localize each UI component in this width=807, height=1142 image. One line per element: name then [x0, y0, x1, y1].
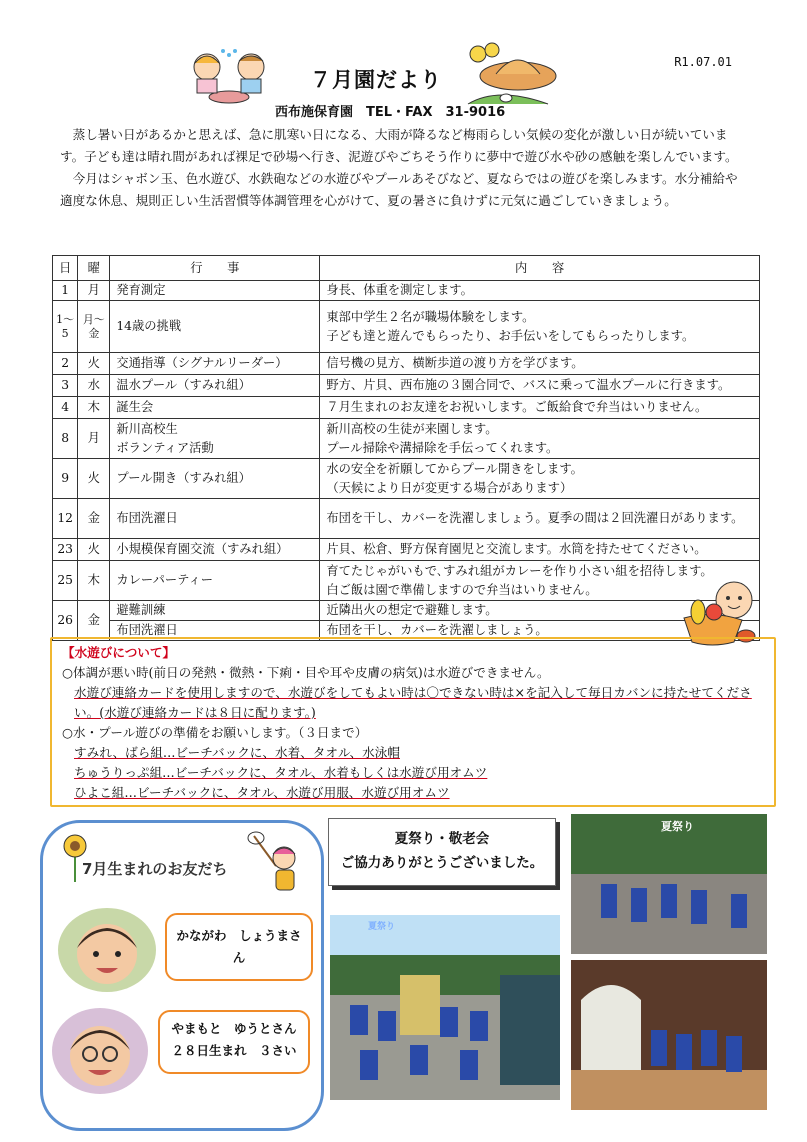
- water-play-line-6: [62, 783, 764, 803]
- table-row: [53, 419, 760, 459]
- issue-date: R1.07.01: [674, 55, 732, 69]
- row-event: 小規模保育園交流（すみれ組）: [110, 539, 320, 561]
- festival-photo-parade: [330, 915, 560, 1100]
- row-weekday: 木: [78, 397, 110, 419]
- table-header-row: [53, 256, 760, 281]
- row-content: 布団を干し、カバーを洗濯しましょう。: [320, 621, 760, 641]
- row-weekday: 火: [78, 539, 110, 561]
- child-photo-1: [58, 908, 156, 992]
- photo-label-small: 夏祭り: [368, 922, 396, 932]
- row-content: 育てたじゃがいもで､すみれ組がカレーを作り小さい組を招待します。 白ご飯は園で準備しますので弁当はいりません。: [320, 561, 760, 601]
- row-event: 布団洗濯日: [110, 621, 320, 641]
- row-content: ７月生まれのお友達をお祝いします。ご飯給食で弁当はいりません。: [320, 397, 760, 419]
- festival-photo-stage: [571, 960, 767, 1110]
- row-event: 布団洗濯日: [110, 499, 320, 539]
- row-day: 1〜5: [53, 301, 78, 353]
- row-weekday: 月〜金: [78, 301, 110, 353]
- birthday-card-2: [158, 1010, 310, 1074]
- hiyoko-items: ひよこ組…ビーチバックに、タオル、水遊び用服、水遊び用オムツ: [74, 785, 450, 800]
- water-play-line-2: [62, 683, 764, 723]
- thanks-line-1: 夏祭り・敬老会: [394, 831, 490, 847]
- thanks-line-2: ご協力ありがとうございました。: [340, 855, 544, 871]
- child-2-info: ２８日生まれ ３さい: [171, 1043, 297, 1058]
- row-weekday: 火: [78, 459, 110, 499]
- row-event: 誕生会: [110, 397, 320, 419]
- row-day: 4: [53, 397, 78, 419]
- intro-paragraph-1: 蒸し暑い日があるかと思えば、急に肌寒い日になる、大雨が降るなど梅雨らしい気候の変化が激しい日が続いています。子ども達は晴れ間があれば裸足で砂場へ行き、泥遊びやごちそう作りに夢中で遊び水や砂の感触を楽しんでいます。: [60, 127, 738, 164]
- table-row: [53, 375, 760, 397]
- newsletter-title: ７月園だより: [310, 68, 442, 92]
- row-day: 9: [53, 459, 78, 499]
- birthday-card-1: [165, 913, 313, 981]
- child-1-name: かながわ しょうまさん: [176, 928, 302, 965]
- row-content: 身長、体重を測定します。: [320, 281, 760, 301]
- row-weekday: 水: [78, 375, 110, 397]
- child-photo-2: [52, 1008, 148, 1094]
- farm-hat-illustration: [458, 42, 558, 108]
- row-weekday: 月: [78, 419, 110, 459]
- row-content: 水の安全を祈願してからプール開きをします。 （天候により日が変更する場合があります）: [320, 459, 760, 499]
- table-row: [53, 561, 760, 601]
- intro-paragraph-2: 今月はシャボン玉、色水遊び、水鉄砲などの水遊びやプールあそびなど、夏ならではの遊びを楽しみます。水分補給や適度な休息、規則正しい生活習慣等体調管理を心がけて、夏の暑さに負けずに元気に過ごしていきましょう。: [60, 171, 738, 208]
- row-content: 東部中学生２名が職場体験をします。 子ども達と遊んでもらったり、お手伝いをしてもらったりします。: [320, 301, 760, 353]
- row-weekday: 火: [78, 353, 110, 375]
- table-row: [53, 353, 760, 375]
- row-weekday: 金: [78, 601, 110, 641]
- table-row: [53, 397, 760, 419]
- table-row: [53, 539, 760, 561]
- header-event: 行 事: [110, 256, 320, 281]
- header-day: 日: [53, 256, 78, 281]
- header-content: 内 容: [320, 256, 760, 281]
- row-content: 新川高校の生徒が来園します。 プール掃除や溝掃除を手伝ってくれます。: [320, 419, 760, 459]
- festival-thanks-box: [328, 818, 556, 886]
- row-day: 23: [53, 539, 78, 561]
- row-event: 避難訓練: [110, 601, 320, 621]
- row-day: 26: [53, 601, 78, 641]
- water-play-line-1: ○体調が悪い時(前日の発熱・微熱・下痢・目や耳や皮膚の病気)は水遊びできません。: [62, 665, 550, 680]
- row-day: 25: [53, 561, 78, 601]
- row-event: カレーパーティー: [110, 561, 320, 601]
- kids-splash-illustration: [185, 45, 277, 107]
- row-content: 近隣出火の想定で避難します。: [320, 601, 760, 621]
- water-play-line-4: [62, 743, 764, 763]
- chulip-items: ちゅうりっぷ組…ビーチバックに、タオル、水着もしくは水遊び用オムツ: [74, 765, 488, 780]
- table-row: [53, 459, 760, 499]
- row-event: プール開き（すみれ組）: [110, 459, 320, 499]
- child-with-net-illustration: [246, 830, 306, 894]
- table-row: [53, 601, 760, 621]
- header-weekday: 曜: [78, 256, 110, 281]
- row-event: 温水プール（すみれ組）: [110, 375, 320, 397]
- row-event: 発育測定: [110, 281, 320, 301]
- festival-photo-group: [571, 814, 767, 954]
- row-weekday: 月: [78, 281, 110, 301]
- row-event: 交通指導（シグナルリーダー）: [110, 353, 320, 375]
- intro-text: [60, 124, 750, 212]
- birthday-title: 7月生まれのお友だち: [82, 860, 228, 878]
- water-play-line-5: [62, 763, 764, 783]
- row-weekday: 木: [78, 561, 110, 601]
- photo-label: 夏祭り: [661, 820, 694, 833]
- row-event: 14歳の挑戦: [110, 301, 320, 353]
- water-play-line-3: ○水・プール遊びの準備をお願いします。（３日まで）: [62, 725, 368, 740]
- row-content: 信号機の見方、横断歩道の渡り方を学びます。: [320, 353, 760, 375]
- row-content: 布団を干し、カバーを洗濯しましょう。夏季の間は２回洗濯日があります。: [320, 499, 760, 539]
- row-event: 新川高校生 ボランティア活動: [110, 419, 320, 459]
- schedule-table: [52, 255, 760, 641]
- row-day: 12: [53, 499, 78, 539]
- table-row: [53, 499, 760, 539]
- row-content: 片貝、松倉、野方保育園児と交流します。水筒を持たせてください。: [320, 539, 760, 561]
- nursery-contact: 西布施保育園 TEL・FAX 31-9016: [275, 105, 506, 120]
- row-day: 3: [53, 375, 78, 397]
- sumire-bara-items: すみれ、ばら組…ビーチバックに、水着、タオル、水泳帽: [74, 745, 400, 760]
- row-day: 1: [53, 281, 78, 301]
- water-play-title: 【水遊びについて】: [62, 645, 176, 660]
- water-card-note: 水遊び連絡カードを使用しますので、水遊びをしてもよい時は〇できない時は×を記入して毎日カバンに持たせてください。(水遊び連絡カードは８日に配ります。): [74, 685, 752, 720]
- child-2-name: やまもと ゆうとさん: [171, 1021, 297, 1036]
- table-row: [53, 281, 760, 301]
- row-content: 野方、片貝、西布施の３園合同で、バスに乗って温水プールに行きます。: [320, 375, 760, 397]
- water-play-notice: [50, 637, 776, 807]
- row-weekday: 金: [78, 499, 110, 539]
- row-day: 8: [53, 419, 78, 459]
- row-day: 2: [53, 353, 78, 375]
- table-row: [53, 301, 760, 353]
